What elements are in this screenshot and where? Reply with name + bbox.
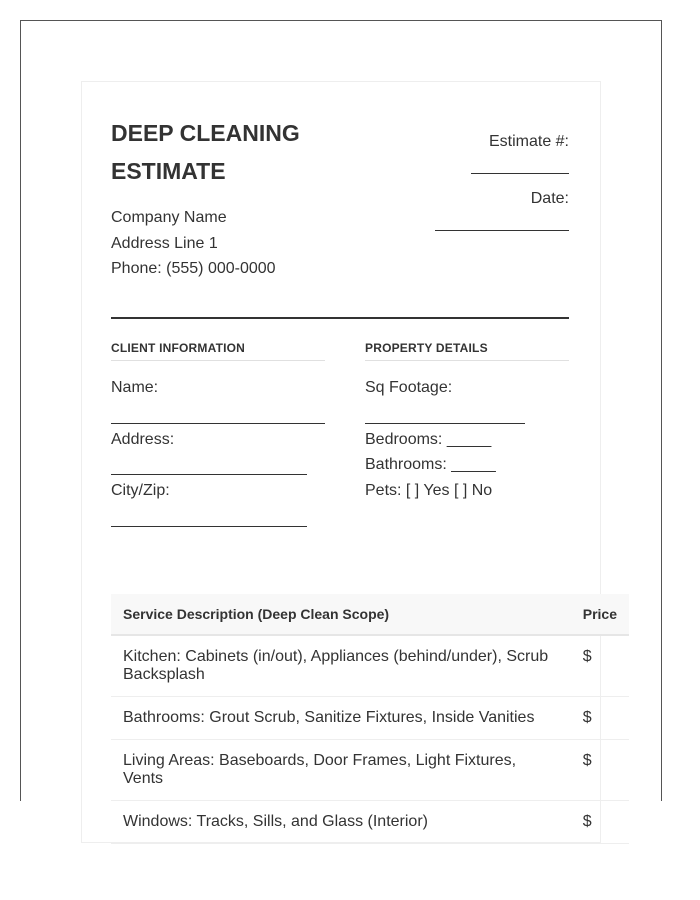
client-information-section bbox=[111, 340, 325, 530]
service-description: Living Areas: Baseboards, Door Frames, Light Fixtures, Vents bbox=[111, 740, 571, 801]
table-row bbox=[111, 697, 629, 740]
company-block bbox=[111, 205, 276, 282]
document-title: DEEP CLEANING ESTIMATE bbox=[111, 120, 300, 184]
price-cell[interactable]: $ bbox=[571, 740, 629, 801]
service-description-header: Service Description (Deep Clean Scope) bbox=[111, 594, 571, 635]
table-row bbox=[111, 740, 629, 801]
pets-field[interactable]: Pets: [ ] Yes [ ] No bbox=[365, 481, 493, 499]
table-row bbox=[111, 635, 629, 697]
client-cityzip-label: City/Zip: bbox=[111, 482, 170, 499]
property-details-heading: PROPERTY DETAILS bbox=[365, 340, 569, 361]
bathrooms-field[interactable]: Bathrooms: _____ bbox=[365, 456, 496, 473]
services-table bbox=[111, 594, 629, 844]
company-phone: Phone: (555) 000-0000 bbox=[111, 260, 276, 277]
price-cell[interactable]: $ bbox=[571, 801, 629, 844]
price-header: Price bbox=[571, 594, 629, 635]
header-divider bbox=[111, 317, 569, 319]
client-address-label: Address: bbox=[111, 430, 175, 448]
client-address-field[interactable] bbox=[111, 452, 307, 475]
client-cityzip-field[interactable] bbox=[111, 504, 307, 527]
estimate-number-label: Estimate #: bbox=[488, 133, 569, 150]
date-field[interactable] bbox=[435, 212, 569, 231]
price-cell[interactable]: $ bbox=[571, 697, 629, 740]
company-name: Company Name bbox=[111, 209, 227, 226]
company-address: Address Line 1 bbox=[111, 234, 218, 252]
service-description: Windows: Tracks, Sills, and Glass (Interior) bbox=[111, 801, 571, 844]
table-header-row bbox=[111, 594, 629, 635]
table-row bbox=[111, 801, 629, 844]
date-label: Date: bbox=[530, 190, 569, 207]
client-name-label: Name: bbox=[111, 379, 159, 396]
service-description: Kitchen: Cabinets (in/out), Appliances (behind/under), Scrub Backsplash bbox=[111, 635, 571, 697]
estimate-number-field[interactable] bbox=[471, 155, 569, 174]
client-name-field[interactable] bbox=[111, 401, 325, 424]
sqft-label: Sq Footage: bbox=[365, 379, 453, 396]
estimate-meta bbox=[435, 129, 569, 243]
price-cell[interactable]: $ bbox=[571, 635, 629, 697]
bedrooms-field[interactable]: Bedrooms: _____ bbox=[365, 430, 492, 448]
content-clip bbox=[20, 20, 660, 830]
sqft-field[interactable] bbox=[365, 401, 525, 424]
service-description: Bathrooms: Grout Scrub, Sanitize Fixtures, Inside Vanities bbox=[111, 697, 571, 740]
property-details-section bbox=[365, 340, 569, 503]
client-information-heading: CLIENT INFORMATION bbox=[111, 340, 325, 361]
